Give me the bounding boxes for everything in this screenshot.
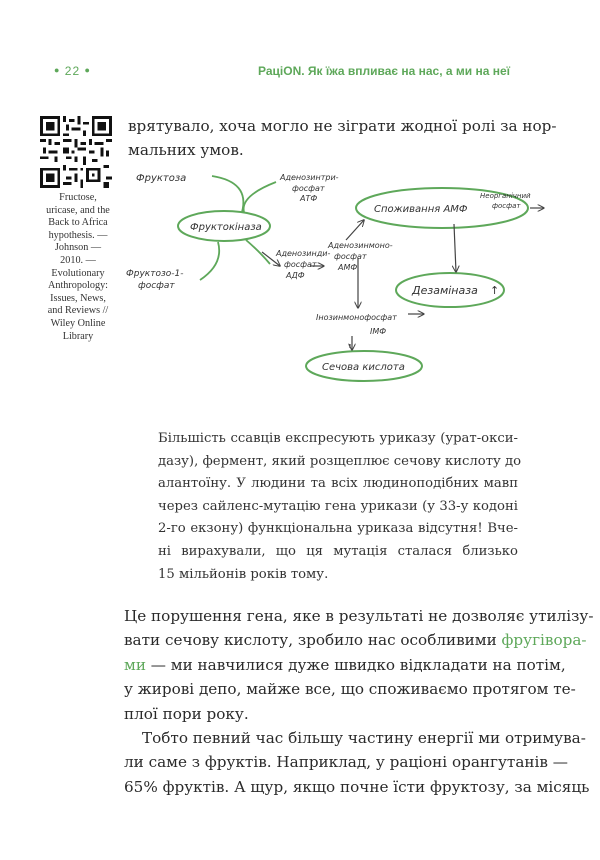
frugivore-term-link[interactable]: фругівора-	[501, 631, 587, 650]
fructokinase-label: Фруктокіназа	[190, 222, 262, 233]
text-line: мальних умов.	[128, 141, 244, 159]
adp-label: фосфат	[284, 260, 317, 269]
text-line: Тобто певний час більшу частину енергії ми отримува-	[142, 729, 586, 748]
adp-label: Аденозинди-	[276, 249, 331, 258]
text-line: Це порушення гена, яке в результаті не дозволяє утилізу-	[124, 607, 594, 625]
fact-callout	[158, 428, 522, 586]
page-number: ● 22 ●	[54, 64, 91, 78]
reference-note: Fructose, uricase, and the Back to Africa hypothesis. — Johnson — 2010. — Evolutionary Anthropology: Issues, News, and Reviews // Wiley Online Library	[46, 192, 110, 342]
text-line: ми — ми навчилися дуже швидко відкладати на потім,	[124, 655, 566, 674]
atp-label: Аденозинтри-	[280, 173, 339, 182]
body-text	[124, 604, 594, 799]
fructose-1-phosphate-label: фосфат	[138, 281, 175, 291]
text-line: через сайленс-мутацію гена урикази (у 33-у кодоні	[158, 498, 518, 514]
adp-label: АДФ	[286, 271, 305, 280]
text-line: 2-го екзону) функціональна уриказа відсутня! Вче-	[158, 521, 518, 537]
amp-label: Аденозинмоно-	[328, 241, 393, 250]
text-line: 65% фруктів. А щур, якщо почне їсти фруктозу, за місяць	[124, 777, 590, 796]
text-line: ли саме з фруктів. Наприклад, у раціоні орангутанів —	[124, 753, 568, 772]
atp-label: фосфат	[292, 184, 325, 193]
amp-label: фосфат	[334, 252, 367, 261]
text-line: плої пори року.	[124, 704, 249, 723]
amp-label: АМФ	[338, 263, 358, 272]
text-line: 15 мільйонів років тому.	[158, 566, 329, 582]
qr-code[interactable]	[40, 116, 112, 188]
text-line: дазу), фермент, який розщеплює сечову кислоту до	[158, 453, 522, 469]
deaminase-arrow-icon: ↑	[490, 284, 500, 297]
atp-curve	[244, 182, 276, 212]
imp-label: ІМФ	[370, 327, 387, 336]
fructose-curve	[212, 176, 243, 212]
text-line: Більшість ссавців експресують уриказу (урат-окси-	[158, 431, 518, 446]
page-header	[44, 64, 564, 84]
fructose-phosphate-curve	[200, 242, 219, 280]
uric-acid-label: Сечова кислота	[322, 362, 405, 373]
text-line: врятувало, хоча могло не зіграти жодної ролі за нор-	[128, 117, 557, 135]
inorganic-phosphate-label: Неорганічний	[480, 192, 531, 200]
fructose-1-phosphate-label: Фруктозо-1-	[126, 269, 184, 279]
fructose-label: Фруктоза	[136, 173, 187, 184]
amp-consumption-label: Споживання АМФ	[374, 204, 468, 215]
frugivore-term-link[interactable]: ми	[124, 655, 146, 674]
inorganic-phosphate-label: фосфат	[492, 202, 521, 210]
intro-paragraph	[128, 114, 557, 162]
deaminase-label: Дезаміназа	[412, 284, 478, 297]
text-line: у жирові депо, майже все, що споживаємо протягом те-	[124, 680, 576, 699]
text-line: вати сечову кислоту, зробило нас особливими фругівора-	[124, 631, 587, 650]
text-line: ні вирахували, що ця мутація сталася близько	[158, 543, 518, 559]
text-line: алантоїну. У людини та всіх людиноподібних мавп	[158, 476, 518, 492]
running-title: РаціON. Як їжа впливає на нас, а ми на неї	[258, 64, 511, 78]
metabolic-diagram	[120, 168, 560, 388]
adp-curve	[246, 240, 270, 264]
atp-label: АТФ	[300, 194, 318, 203]
imp-label: Інозинмонофосфат	[316, 313, 397, 322]
